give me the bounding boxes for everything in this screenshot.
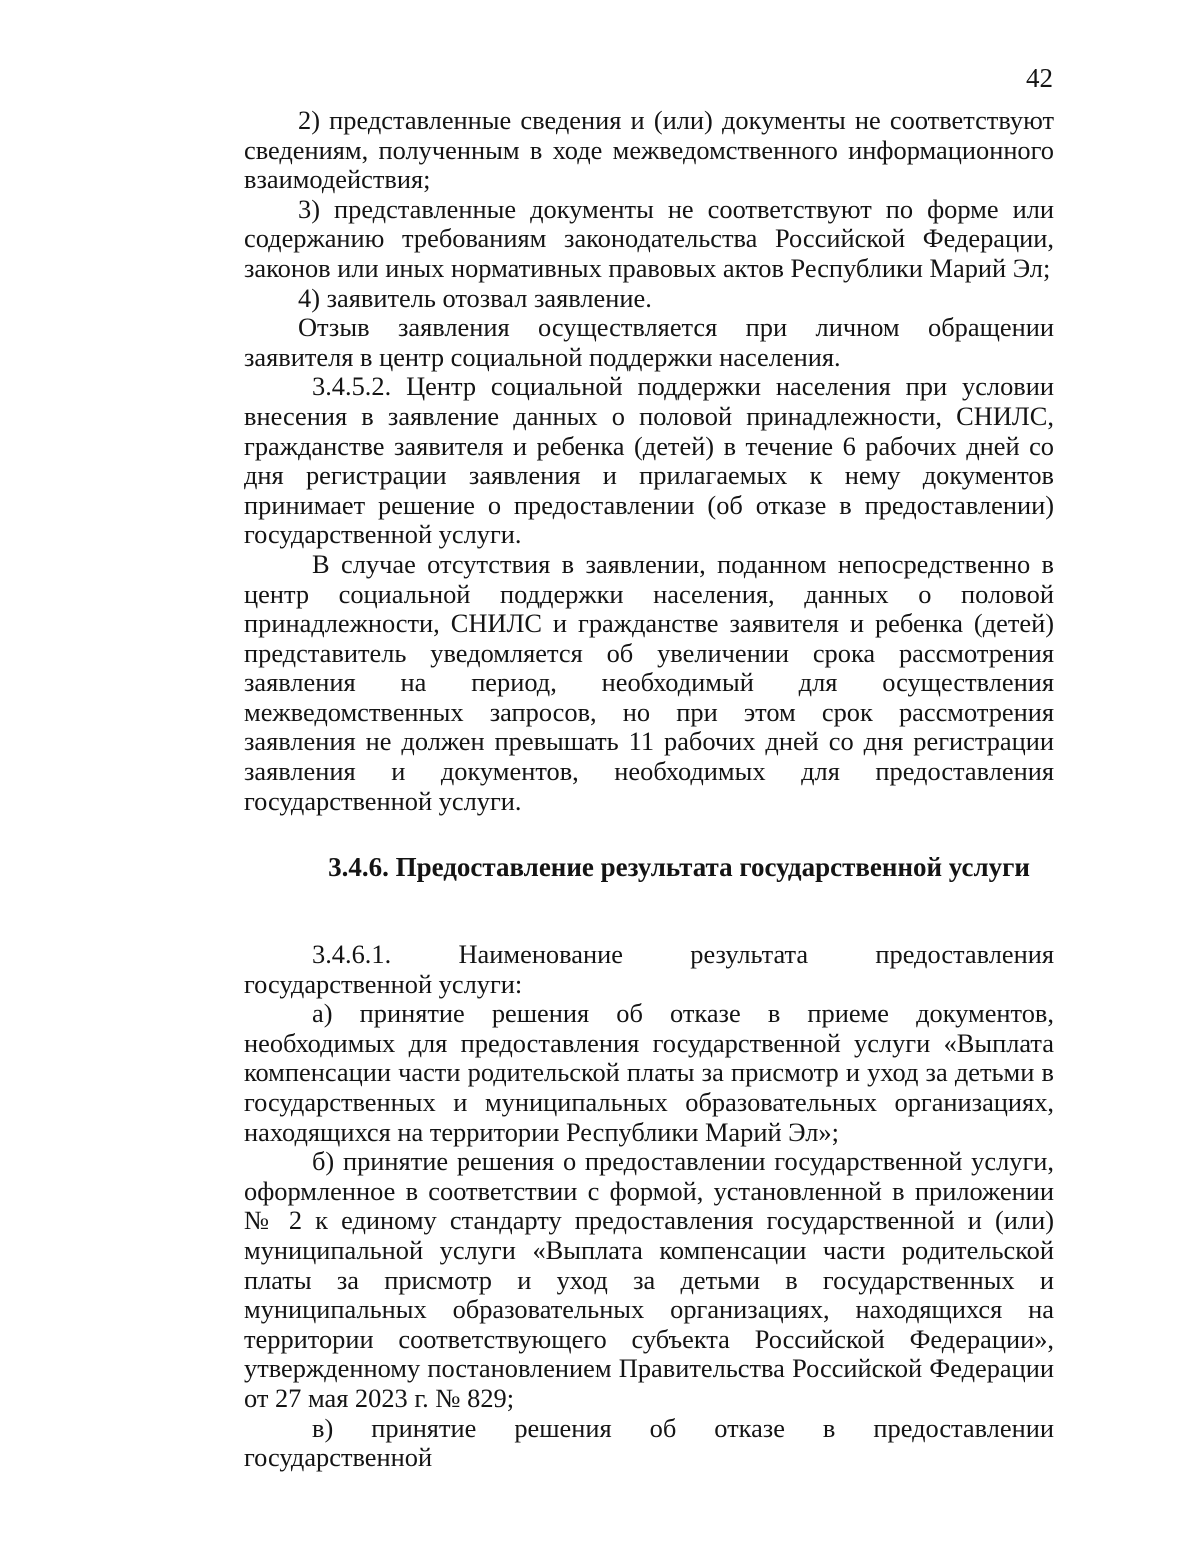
- paragraph-result-c: в) принятие решения об отказе в предоставлении государственной: [244, 1412, 1054, 1473]
- paragraph-3-4-5-2: 3.4.5.2. Центр социальной поддержки населения при условии внесения в заявление данных о половой принадлежности, СНИЛС, гражданстве заявителя и ребенка (детей) в течение 6 рабочих дней со дня регистрации заявления и прилагаемых к нему документов принимает решение о предоставлении (об отказе в предоставлении) государственной услуги.: [244, 371, 1054, 550]
- section-result-text: [244, 940, 1054, 1473]
- paragraph-withdrawal: Отзыв заявления осуществляется при личном обращении заявителя в центр социальной поддержки населения.: [244, 312, 1054, 372]
- paragraph-item-2: 2) представленные сведения и (или) документы не соответствуют сведениям, полученным в ходе межведомственного информационного взаимодействия;: [244, 105, 1054, 195]
- section-heading: 3.4.6. Предоставление результата государственной услуги: [328, 852, 1030, 882]
- page-number: 42: [1026, 63, 1053, 93]
- paragraph-result-a: а) принятие решения об отказе в приеме документов, необходимых для предоставления государственной услуги «Выплата компенсации части родительской платы за присмотр и уход за детьми в государственных и муниципальных образовательных организациях, находящихся на территории Республики Марий Эл»;: [244, 998, 1054, 1147]
- paragraph-result-b: б) принятие решения о предоставлении государственной услуги, оформленное в соответствии с формой, установленной в приложении № 2 к единому стандарту предоставления государственной и (или) муниципальной услуги «Выплата компенсации части родительской платы за присмотр и уход за детьми в государственных и муниципальных образовательных организациях, находящихся на территории соответствующего субъекта Российской Федерации», утвержденному постановлением Правительства Российской Федерации от 27 мая 2023 г. № 829;: [244, 1146, 1054, 1413]
- section-grounds-text: [244, 106, 1054, 816]
- paragraph-missing-data: В случае отсутствия в заявлении, поданном непосредственно в центр социальной поддержки населения, данных о половой принадлежности, СНИЛС и гражданстве заявителя и ребенка (детей) представитель уведомляется об увеличении срока рассмотрения заявления на период, необходимый для осуществления межведомственных запросов, но при этом срок рассмотрения заявления не должен превышать 11 рабочих дней со дня регистрации заявления и документов, необходимых для предоставления государственной услуги.: [244, 548, 1054, 816]
- paragraph-item-4: 4) заявитель отозвал заявление.: [298, 282, 652, 313]
- paragraph-3-4-6-1: 3.4.6.1. Наименование результата предоставления государственной услуги:: [244, 939, 1054, 999]
- paragraph-item-3: 3) представленные документы не соответствуют по форме или содержанию требованиям законодательства Российской Федерации, законов или иных нормативных правовых актов Республики Марий Эл;: [244, 193, 1054, 283]
